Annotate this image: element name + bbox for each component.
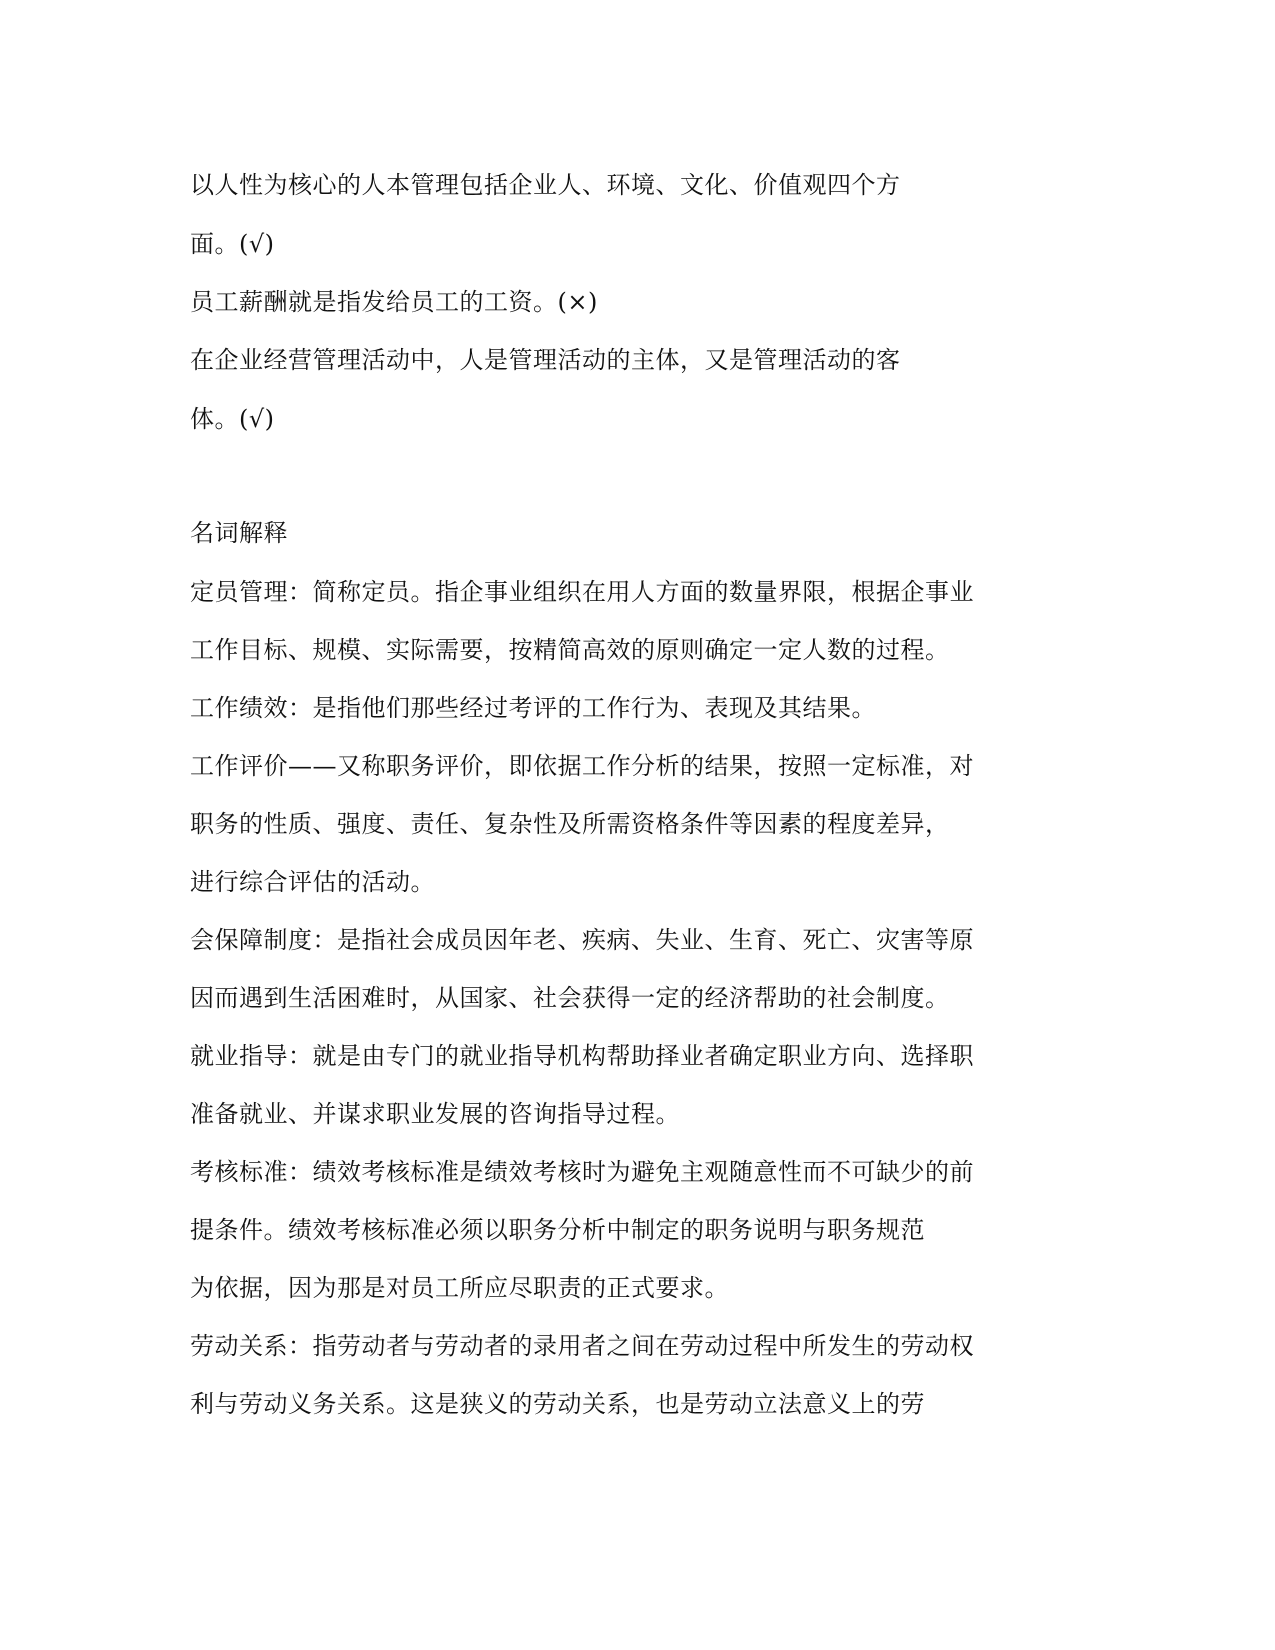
text-line: 会保障制度：是指社会成员因年老、疾病、失业、生育、死亡、灾害等原 — [190, 926, 974, 954]
text-line: 以人性为核心的人本管理包括企业人、环境、文化、价值观四个方 — [190, 171, 901, 199]
text-line: 工作评价——又称职务评价，即依据工作分析的结果，按照一定标准，对 — [190, 752, 974, 780]
text-line: 面。(√) — [190, 230, 275, 258]
text-line: 利与劳动义务关系。这是狭义的劳动关系，也是劳动立法意义上的劳 — [190, 1390, 925, 1418]
text-line: 定员管理：简称定员。指企事业组织在用人方面的数量界限，根据企事业 — [190, 578, 974, 606]
text-line: 员工薪酬就是指发给员工的工资。(×) — [190, 288, 598, 316]
text-line: 就业指导：就是由专门的就业指导机构帮助择业者确定职业方向、选择职 — [190, 1042, 974, 1070]
text-line: 准备就业、并谋求职业发展的咨询指导过程。 — [190, 1100, 680, 1128]
text-line: 体。(√) — [190, 405, 275, 433]
text-line: 提条件。绩效考核标准必须以职务分析中制定的职务说明与职务规范 — [190, 1216, 925, 1244]
text-line: 因而遇到生活困难时，从国家、社会获得一定的经济帮助的社会制度。 — [190, 984, 950, 1012]
text-line: 为依据，因为那是对员工所应尽职责的正式要求。 — [190, 1274, 729, 1302]
text-line: 劳动关系：指劳动者与劳动者的录用者之间在劳动过程中所发生的劳动权 — [190, 1332, 974, 1360]
text-line: 进行综合评估的活动。 — [190, 868, 435, 896]
text-line: 职务的性质、强度、责任、复杂性及所需资格条件等因素的程度差异， — [190, 810, 950, 838]
text-line: 在企业经营管理活动中，人是管理活动的主体，又是管理活动的客 — [190, 346, 901, 374]
text-line: 工作绩效：是指他们那些经过考评的工作行为、表现及其结果。 — [190, 694, 876, 722]
text-line: 工作目标、规模、实际需要，按精简高效的原则确定一定人数的过程。 — [190, 636, 950, 664]
text-line: 考核标准：绩效考核标准是绩效考核时为避免主观随意性而不可缺少的前 — [190, 1158, 974, 1186]
section-heading: 名词解释 — [190, 519, 288, 547]
